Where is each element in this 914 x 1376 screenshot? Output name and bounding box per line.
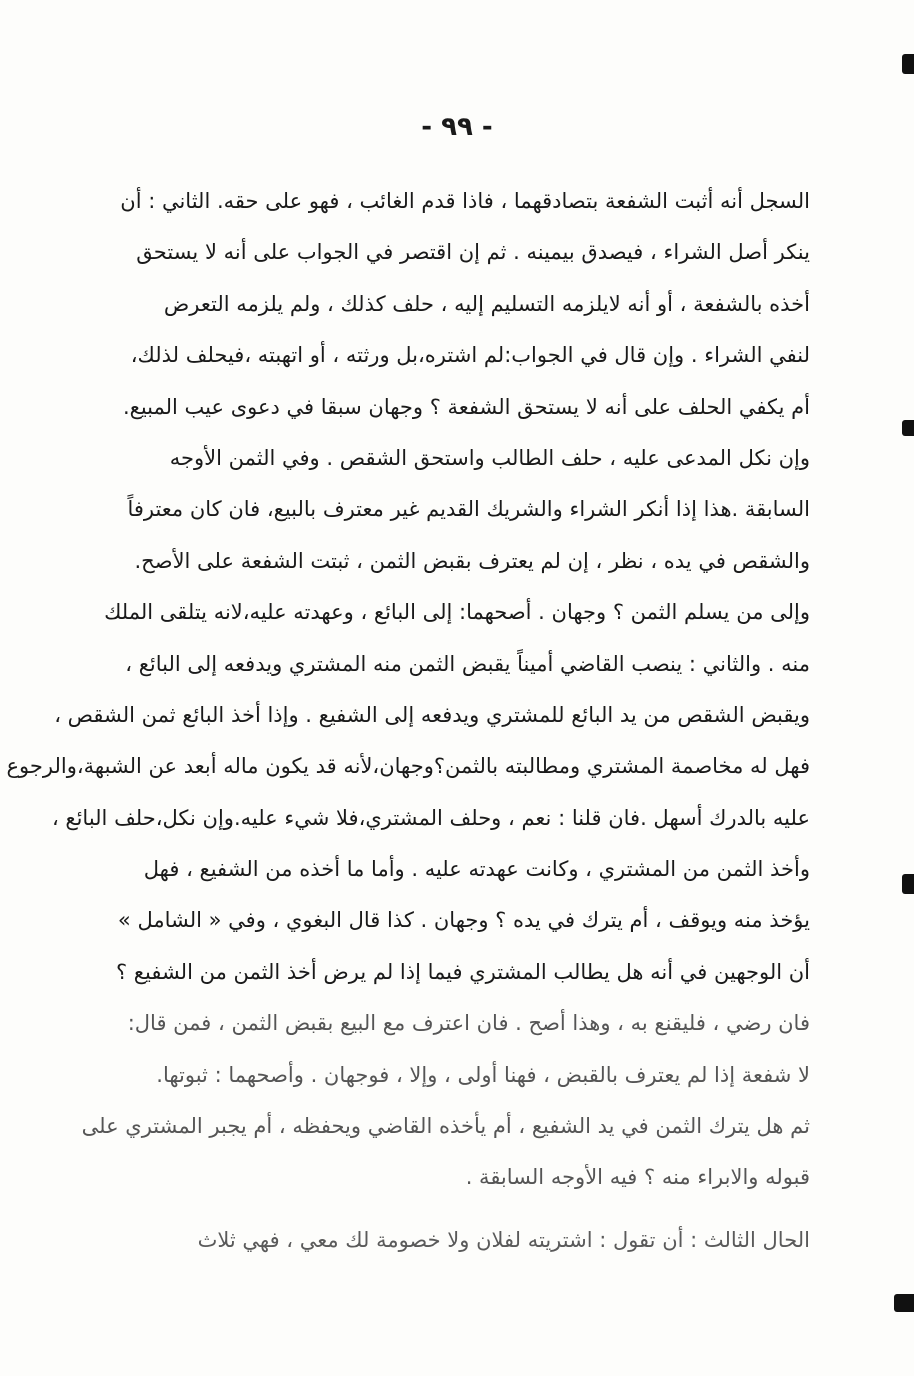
page-number: - ٩٩ -	[421, 112, 493, 142]
binding-mark	[894, 1294, 914, 1312]
text-line: أم يكفي الحلف على أنه لا يستحق الشفعة ؟ وجهان سبقا في دعوى عيب المبيع.	[122, 394, 810, 419]
text-line: منه . والثاني : ينصب القاضي أميناً يقبض الثمن منه المشتري ويدفعه إلى البائع ،	[125, 651, 810, 676]
binding-mark	[902, 54, 914, 74]
binding-mark	[902, 874, 914, 894]
text-line: ينكر أصل الشراء ، فيصدق بيمينه . ثم إن اقتصر في الجواب على أنه لا يستحق	[136, 240, 810, 265]
text-line: أخذه بالشفعة ، أو أنه لايلزمه التسليم إليه ، حلف كذلك ، ولم يلزمه التعرض	[163, 291, 810, 316]
text-line: لا شفعة إذا لم يعترف بالقبض ، فهنا أولى ، وإلا ، فوجهان . وأصحهما : ثبوتها.	[156, 1062, 810, 1087]
text-line: فان رضي ، فليقنع به ، وهذا أصح . فان اعترف مع البيع بقبض الثمن ، فمن قال:	[127, 1011, 810, 1036]
text-line: لنفي الشراء . وإن قال في الجواب:لم اشتره،بل ورثته ، أو اتهبته ،فيحلف لذلك،	[130, 343, 810, 368]
section-heading-line: الحال الثالث : أن تقول : اشتريته لفلان ولا خصومة لك معي ، فهي ثلاث	[197, 1228, 810, 1252]
text-line: يؤخذ منه ويوقف ، أم يترك في يده ؟ وجهان . كذا قال البغوي ، وفي « الشامل »	[117, 908, 810, 933]
text-line: وأخذ الثمن من المشتري ، وكانت عهدته عليه . وأما ما أخذه من الشفيع ، فهل	[143, 857, 810, 882]
text-line: وإن نكل المدعى عليه ، حلف الطالب واستحق الشقص . وفي الثمن الأوجه	[169, 445, 810, 470]
text-line: وإلى من يسلم الثمن ؟ وجهان . أصحهما: إلى البائع ، وعهدته عليه،لانه يتلقى الملك	[104, 600, 810, 625]
text-line: والشقص في يده ، نظر ، إن لم يعترف بقبض الثمن ، ثبتت الشفعة على الأصح.	[134, 548, 810, 573]
binding-mark	[902, 420, 914, 436]
text-line: قبوله والابراء منه ؟ فيه الأوجه السابقة .	[465, 1165, 810, 1190]
text-line: أن الوجهين في أنه هل يطالب المشتري فيما إذا لم يرض أخذ الثمن من الشفيع ؟	[115, 959, 810, 984]
text-line: السابقة .هذا إذا أنكر الشراء والشريك القديم غير معترف بالبيع، فان كان معترفاً	[127, 497, 810, 522]
text-line: عليه بالدرك أسهل .فان قلنا : نعم ، وحلف المشتري،فلا شيء عليه.وإن نكل،حلف البائع ،	[51, 805, 810, 830]
paragraph-body	[6, 176, 810, 1204]
text-line: السجل أنه أثبت الشفعة بتصادقهما ، فاذا قدم الغائب ، فهو على حقه. الثاني : أن	[120, 189, 810, 213]
text-line: ويقبض الشقص من يد البائع للمشتري ويدفعه إلى الشفيع . وإذا أخذ البائع ثمن الشقص ،	[54, 702, 810, 727]
text-line: ثم هل يترك الثمن في يد الشفيع ، أم يأخذه القاضي ويحفظه ، أم يجبر المشتري على	[81, 1114, 810, 1139]
text-line: فهل له مخاصمة المشتري ومطالبته بالثمن؟وجهان،لأنه قد يكون ماله أبعد عن الشبهة،والرجوع	[6, 754, 810, 779]
